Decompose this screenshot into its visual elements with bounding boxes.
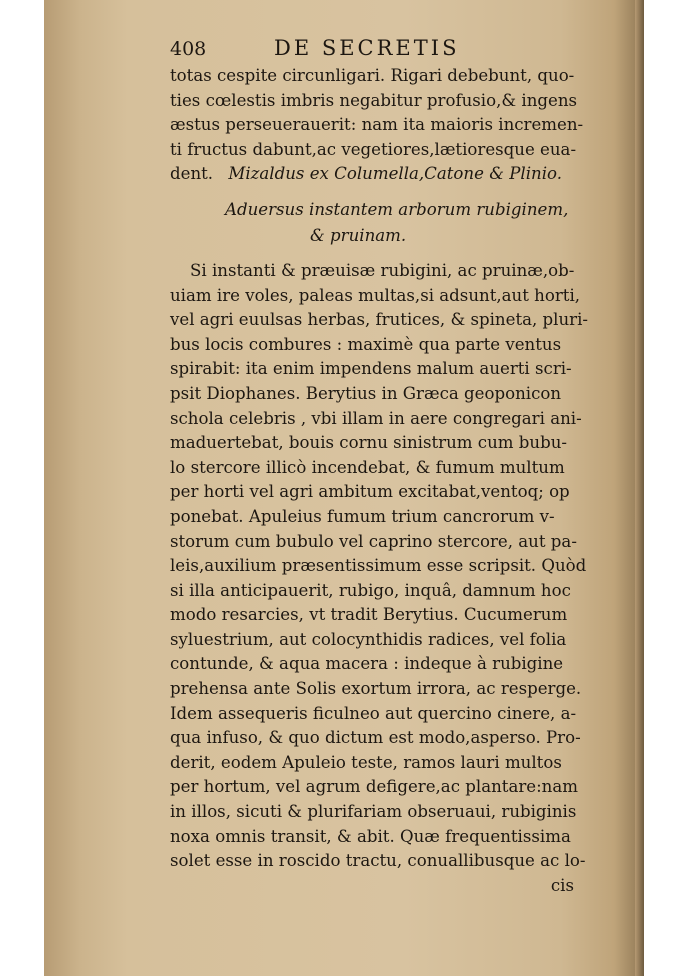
text-line: prehensa ante Solis exortum irrora, ac resperge. — [170, 679, 582, 699]
text-line: schola celebris , vbi illam in aere congregari ani- — [170, 408, 582, 428]
text-line: contunde, & aqua macera : indeque à rubigine — [170, 654, 564, 674]
text-line: totas cespite circunligari. Rigari debebunt, quo- — [170, 66, 575, 85]
text-line: psit Diophanes. Berytius in Græca geoponicon — [170, 383, 562, 403]
page-edge-shadow — [635, 0, 644, 976]
paragraph-first-line: Si instanti & præuisæ rubigini, ac pruinæ,ob- — [190, 260, 575, 280]
section-heading-line-1: Aduersus instantem arborum rubiginem, — [225, 199, 569, 219]
text-line: syluestrium, aut colocynthidis radices, vel folia — [170, 629, 567, 649]
text-line: in illos, sicuti & plurifariam obseruaui, rubiginis — [170, 802, 577, 822]
text-line: ti fructus dabunt,ac vegetiores,lætioresque eua- — [170, 139, 577, 159]
page-text — [170, 32, 610, 898]
text-line: modo resarcies, vt tradit Berytius. Cucumerum — [170, 605, 568, 625]
text-line: per horti vel agri ambitum excitabat,ventoq; op — [170, 482, 570, 502]
text-line: per hortum, vel agrum defigere,ac plantare:nam — [170, 777, 578, 797]
text-line: vel agri euulsas herbas, frutices, & spineta, pluri- — [170, 310, 589, 330]
page-header — [170, 32, 610, 64]
running-head: DE SECRETIS — [274, 36, 460, 60]
text-fragment: dent. — [170, 164, 214, 184]
text-line: noxa omnis transit, & abit. Quæ frequentissima — [170, 826, 571, 846]
text-line-with-citation — [170, 162, 610, 187]
text-line: lo stercore illicò incendebat, & fumum multum — [170, 457, 565, 477]
source-citation: Mizaldus ex Columella,Catone & Plinio. — [228, 164, 562, 184]
text-line: Idem assequeris ficulneo aut quercino cinere, a- — [170, 703, 577, 723]
text-line: bus locis combures : maximè qua parte ventus — [170, 334, 562, 354]
text-line: derit, eodem Apuleio teste, ramos lauri multos — [170, 752, 562, 772]
page-number: 408 — [170, 38, 207, 60]
text-line: storum cum bubulo vel caprino stercore, aut pa- — [170, 531, 577, 551]
text-line: ties cœlestis imbris negabitur profusio,& ingens — [170, 90, 578, 110]
text-line: maduertebat, bouis cornu sinistrum cum bubu- — [170, 433, 568, 453]
text-line: ponebat. Apuleius fumum trium cancrorum v- — [170, 506, 555, 526]
text-line: qua infuso, & quo dictum est modo,asperso. Pro- — [170, 728, 581, 748]
text-line: si illa anticipauerit, rubigo, inquâ, damnum hoc — [170, 580, 571, 600]
catchword: cis — [550, 875, 574, 895]
text-line: uiam ire voles, paleas multas,si adsunt,aut horti, — [170, 285, 581, 305]
text-line: solet esse in roscido tractu, conuallibusque ac lo- — [170, 851, 586, 871]
text-line: leis,auxilium præsentissimum esse scripsit. Quòd — [170, 556, 587, 576]
section-heading-line-2: & pruinam. — [310, 225, 407, 245]
text-line: spirabit: ita enim impendens malum auerti scri- — [170, 359, 572, 379]
text-line: æstus perseuerauerit: nam ita maioris incremen- — [170, 115, 584, 135]
